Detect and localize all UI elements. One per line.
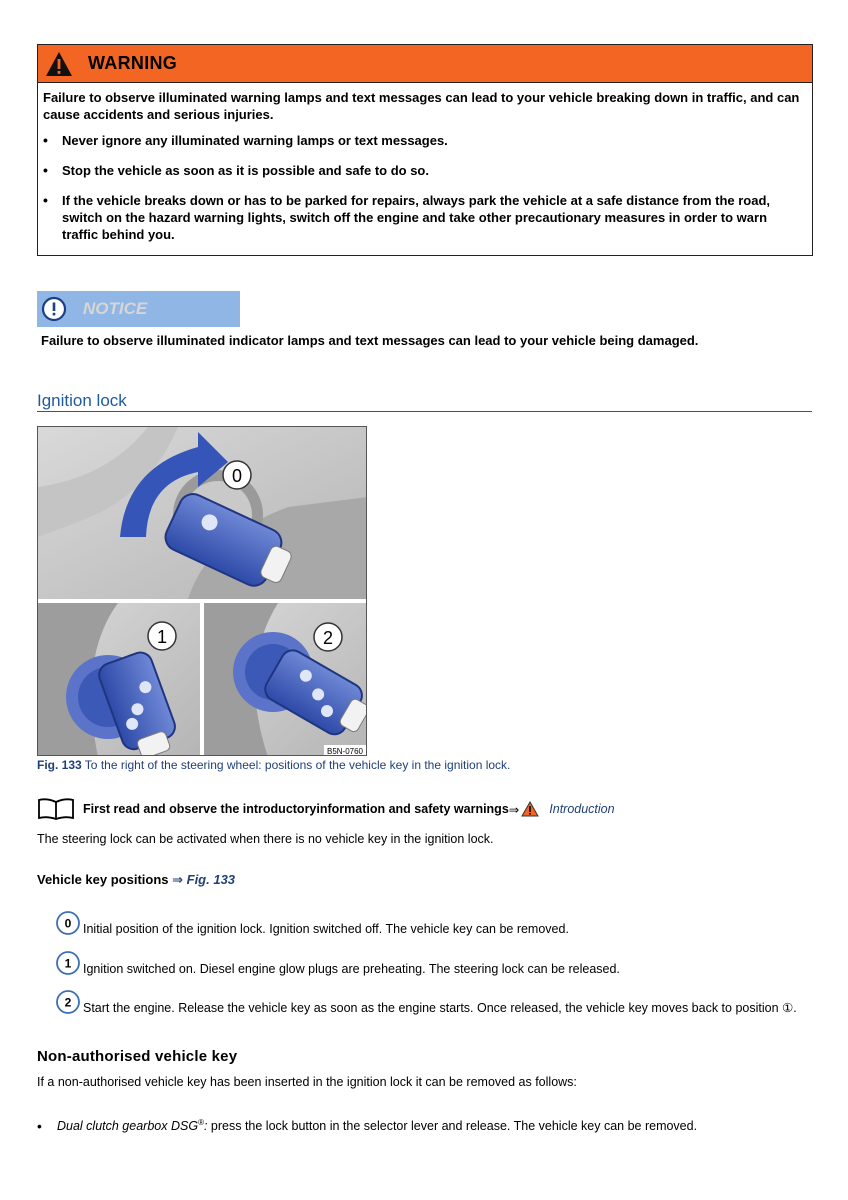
notice-header [37, 291, 240, 327]
figure-code: B5N-0760 [326, 747, 364, 756]
position-0-badge [55, 910, 81, 936]
read-first-line [37, 797, 615, 821]
figure-number: Fig. 133 [37, 758, 82, 772]
notice-exclamation-icon [41, 296, 67, 322]
ignition-illustration [38, 427, 367, 756]
position-2-badge [55, 989, 81, 1015]
dsg-label: Dual clutch gearbox DSG®: [57, 1118, 208, 1134]
read-first-arrow: ⇒ [508, 802, 520, 817]
position-2-label: 2 [322, 628, 334, 648]
section-heading [37, 393, 812, 412]
position-0-label: 0 [231, 466, 243, 486]
svg-text:0: 0 [64, 916, 72, 931]
notice-text: Failure to observe illuminated indicator lamps and text messages can lead to your vehicle being damaged. [41, 333, 699, 348]
position-0-marker [223, 461, 251, 489]
warning-triangle-icon [44, 49, 74, 79]
read-first-text: First read and observe the introductoryinformation and safety warnings [83, 802, 509, 816]
warning-box [37, 44, 813, 256]
key-position-item [55, 910, 569, 936]
warning-title: WARNING [88, 53, 178, 73]
figure-caption [37, 758, 510, 772]
svg-text:1: 1 [64, 956, 72, 971]
position-1-badge [55, 950, 81, 976]
book-icon [37, 797, 75, 821]
introduction-link[interactable]: Introduction [549, 802, 615, 816]
key-position-item [55, 989, 797, 1015]
position-2-marker [314, 623, 342, 651]
key-positions-heading [37, 872, 235, 888]
warning-triangle-icon [521, 801, 539, 817]
svg-text:2: 2 [64, 995, 72, 1010]
warning-header [38, 45, 812, 83]
key-position-text: Start the engine. Release the vehicle key as soon as the engine starts. Once released, the vehicle key moves back to position ①. [83, 1001, 797, 1015]
key-position-text: Ignition switched on. Diesel engine glow plugs are preheating. The steering lock can be released. [83, 962, 620, 976]
notice-title: NOTICE [83, 299, 148, 318]
key-positions-title: Vehicle key positions [37, 872, 173, 887]
dsg-bullet-item [37, 1118, 697, 1134]
warning-body [38, 83, 812, 243]
non-authorised-text: If a non-authorised vehicle key has been inserted in the ignition lock it can be removed as follows: [37, 1075, 577, 1089]
ignition-figure [37, 426, 367, 756]
dsg-bullet-text: Dual clutch gearbox DSG®: press the lock button in the selector lever and release. The vehicle key can be removed. [57, 1118, 698, 1134]
position-1-marker [148, 622, 176, 650]
warning-list [43, 132, 806, 243]
warning-bullet: • If the vehicle breaks down or has to be parked for repairs, always park the vehicle at a safe distance from the road, switch on the hazard warning lights, switch off the engine and take other precautionary measures in order to warn traffic behind you. [43, 192, 806, 243]
key-position-text: Initial position of the ignition lock. Ignition switched off. The vehicle key can be removed. [83, 922, 569, 936]
steering-lock-text: The steering lock can be activated when there is no vehicle key in the ignition lock. [37, 832, 494, 846]
non-authorised-heading: Non-authorised vehicle key [37, 1048, 238, 1065]
bullet-dot: • [37, 1118, 42, 1134]
warning-bullet: • Never ignore any illuminated warning lamps or text messages. [43, 132, 806, 149]
warning-bullet: • Stop the vehicle as soon as it is possible and safe to do so. [43, 162, 806, 179]
figure-reference-link[interactable]: ⇒ Fig. 133 [172, 872, 236, 887]
warning-lead: Failure to observe illuminated warning lamps and text messages can lead to your vehicle breaking down in traffic, and can cause accidents and serious injuries. [43, 90, 800, 122]
position-1-label: 1 [156, 627, 168, 647]
section-title: Ignition lock [37, 391, 127, 410]
figure-caption-text: To the right of the steering wheel: positions of the vehicle key in the ignition lock. [81, 758, 511, 772]
key-position-item [55, 950, 620, 976]
